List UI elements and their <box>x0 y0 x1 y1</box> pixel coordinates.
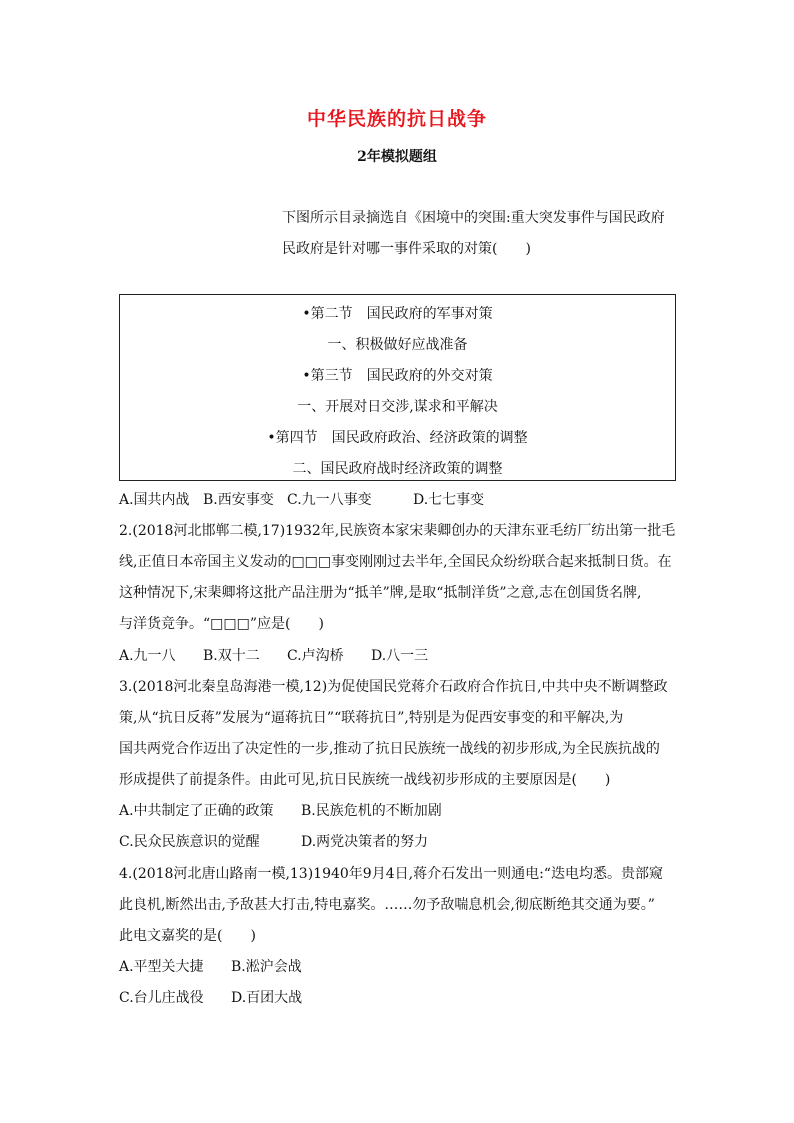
q1-intro-line-2: 民政府是针对哪一事件采取的对策( ) <box>282 241 531 257</box>
q1-option-b[interactable]: B.西安事变 <box>203 492 274 508</box>
toc-line: 一、开展对日交涉,谋求和平解决 <box>297 399 498 415</box>
q4-text-line: 此良机,断然出击,予敌甚大打击,特电嘉奖。……勿予敌喘息机会,彻底断绝其交通为要。” <box>119 897 655 913</box>
q2-text-line: 2.(2018河北邯郸二模,17)1932年,民族资本家宋棐卿创办的天津东亚毛纺厂纺出第一批毛 <box>119 523 676 539</box>
q4-options-row-2 <box>119 987 302 1007</box>
q3-options-row-2 <box>119 831 428 851</box>
q4-option-a[interactable]: A.平型关大捷 <box>119 959 204 975</box>
q1-options <box>119 489 484 509</box>
q2-text-line: 与洋货竞争。“□□□”应是( ) <box>119 616 324 632</box>
q2-options <box>119 645 428 665</box>
q2-option-b[interactable]: B.双十二 <box>203 648 260 664</box>
q2-option-d[interactable]: D.八一三 <box>371 648 429 664</box>
q2-option-c[interactable]: C.卢沟桥 <box>287 648 344 664</box>
section-subtitle: 2年模拟题组 <box>357 149 437 165</box>
toc-line: •第二节 国民政府的军事对策 <box>302 306 493 322</box>
q3-option-a[interactable]: A.中共制定了正确的政策 <box>119 803 274 819</box>
q3-options-row-1 <box>119 800 442 820</box>
q3-text-line: 策,从“抗日反蒋”发展为“逼蒋抗日”“联蒋抗日”,特别是为促西安事变的和平解决,为 <box>119 710 624 726</box>
q2-text-line: 线,正值日本帝国主义发动的□□□事变刚刚过去半年,全国民众纷纷联合起来抵制日货。在 <box>119 554 672 570</box>
q3-option-c[interactable]: C.民众民族意识的觉醒 <box>119 834 260 850</box>
q1-option-d[interactable]: D.七七事变 <box>413 492 485 508</box>
q4-option-d[interactable]: D.百团大战 <box>231 990 303 1006</box>
q3-option-d[interactable]: D.两党决策者的努力 <box>301 834 429 850</box>
q3-text-line: 形成提供了前提条件。由此可见,抗日民族统一战线初步形成的主要原因是( ) <box>119 772 611 788</box>
q4-text-line: 4.(2018河北唐山路南一模,13)1940年9月4日,蒋介石发出一则通电:“迭电均悉。贵部窥 <box>119 866 663 882</box>
toc-line: •第三节 国民政府的外交对策 <box>302 368 493 384</box>
q1-intro-line-1: 下图所示目录摘选自《困境中的突围:重大突发事件与国民政府 <box>282 210 665 226</box>
toc-line: 二、国民政府战时经济政策的调整 <box>292 461 503 477</box>
q1-option-c[interactable]: C.九一八事变 <box>287 492 372 508</box>
q3-text-line: 国共两党合作迈出了决定性的一步,推动了抗日民族统一战线的初步形成,为全民族抗战的 <box>119 741 660 757</box>
page-title: 中华民族的抗日战争 <box>306 108 487 130</box>
q2-option-a[interactable]: A.九一八 <box>119 648 176 664</box>
q2-text-line: 这种情况下,宋棐卿将这批产品注册为“抵羊”牌,是取“抵制洋货”之意,志在创国货名牌, <box>119 585 642 601</box>
table-of-contents-box <box>119 294 676 481</box>
q3-option-b[interactable]: B.民族危机的不断加剧 <box>301 803 442 819</box>
q4-options-row-1 <box>119 956 302 976</box>
q1-option-a[interactable]: A.国共内战 <box>119 492 190 508</box>
q4-option-c[interactable]: C.台儿庄战役 <box>119 990 204 1006</box>
q4-option-b[interactable]: B.淞沪会战 <box>231 959 302 975</box>
toc-line: •第四节 国民政府政治、经济政策的调整 <box>267 430 528 446</box>
q3-text-line: 3.(2018河北秦皇岛海港一模,12)为促使国民党蒋介石政府合作抗日,中共中央不断调整政 <box>119 679 668 695</box>
q4-text-line: 此电文嘉奖的是( ) <box>119 928 256 944</box>
toc-line: 一、积极做好应战准备 <box>327 337 468 353</box>
